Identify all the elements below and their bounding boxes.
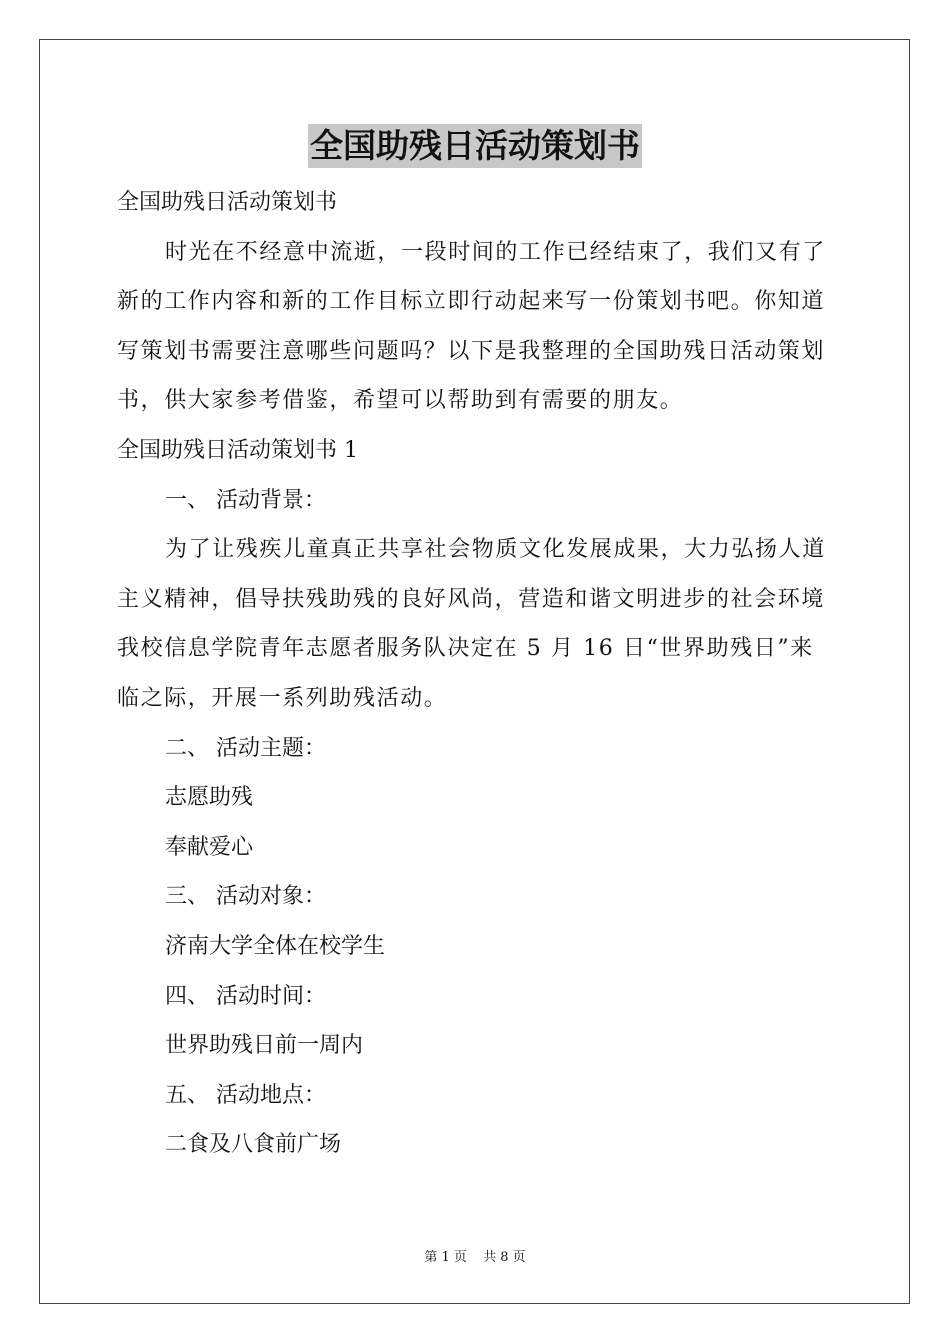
theme-line: 奉献爱心 [165,834,254,860]
theme-heading: 二、 活动主题： [165,735,326,761]
document-body [117,178,837,1170]
intro-paragraph [117,228,837,426]
background-line: 我校信息学院青年志愿者服务队决定在 5 月 16 日“世界助残日”来 [117,636,814,662]
intro-line: 时光在不经意中流逝，一段时间的工作已经结束了，我们又有了 [165,239,826,265]
title-container [0,124,950,168]
background-heading: 一、 活动背景： [165,487,326,513]
document-title: 全国助残日活动策划书 [308,124,642,168]
audience-text: 济南大学全体在校学生 [165,933,386,959]
background-line: 主义精神，倡导扶残助残的良好风尚，营造和谐文明进步的社会环境 [117,586,826,612]
document-subtitle: 全国助残日活动策划书 [117,190,338,215]
location-heading: 五、 活动地点： [165,1082,326,1108]
audience-heading: 三、 活动对象： [165,884,326,910]
theme-line: 志愿助残 [165,785,254,811]
page-number: 第 1 页 [424,1250,467,1265]
time-text: 世界助残日前一周内 [165,1033,364,1059]
background-line: 为了让残疾儿童真正共享社会物质文化发展成果，大力弘扬人道 [165,537,826,563]
intro-line: 写策划书需要注意哪些问题吗？以下是我整理的全国助残日活动策划 [117,338,826,364]
time-heading: 四、 活动时间： [165,983,326,1009]
intro-line: 新的工作内容和新的工作目标立即行动起来写一份策划书吧。你知道 [117,289,826,315]
section-heading: 全国助残日活动策划书 1 [117,437,358,463]
page-total: 共 8 页 [483,1250,526,1265]
page-footer [0,1246,950,1265]
background-line: 临之际，开展一系列助残活动。 [117,685,448,711]
intro-line: 书，供大家参考借鉴，希望可以帮助到有需要的朋友。 [117,388,684,414]
location-text: 二食及八食前广场 [165,1132,342,1158]
background-paragraph [117,525,837,723]
